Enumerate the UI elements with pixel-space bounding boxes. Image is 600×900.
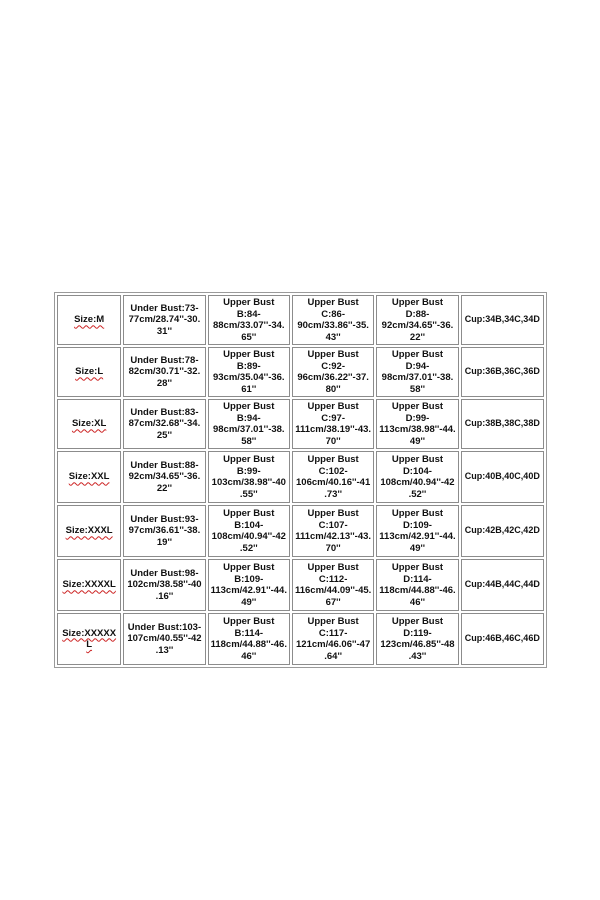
size-row-xxl bbox=[57, 451, 544, 503]
upper-bust-c-cell: Upper Bust C:102-106cm/40.16''-41.73'' bbox=[292, 451, 374, 503]
under-bust-cell: Under Bust:98-102cm/38.58''-40.16'' bbox=[123, 559, 205, 611]
size-label: Size:XXL bbox=[57, 451, 121, 503]
under-bust-cell: Under Bust:78-82cm/30.71''-32.28'' bbox=[123, 347, 205, 397]
upper-bust-d-cell: Upper Bust D:94-98cm/37.01''-38.58'' bbox=[376, 347, 458, 397]
under-bust-cell: Under Bust:93-97cm/36.61''-38.19'' bbox=[123, 505, 205, 557]
upper-bust-c-cell: Upper Bust C:107-111cm/42.13''-43.70'' bbox=[292, 505, 374, 557]
size-label: Size:XL bbox=[57, 399, 121, 449]
upper-bust-d-cell: Upper Bust D:104-108cm/40.94''-42.52'' bbox=[376, 451, 458, 503]
cup-cell: Cup:42B,42C,42D bbox=[461, 505, 544, 557]
size-label: Size:XXXXXL bbox=[57, 613, 121, 665]
cup-cell: Cup:46B,46C,46D bbox=[461, 613, 544, 665]
upper-bust-b-cell: Upper Bust B:104-108cm/40.94''-42.52'' bbox=[208, 505, 290, 557]
upper-bust-b-cell: Upper Bust B:114-118cm/44.88''-46.46'' bbox=[208, 613, 290, 665]
upper-bust-c-cell: Upper Bust C:92-96cm/36.22''-37.80'' bbox=[292, 347, 374, 397]
upper-bust-d-cell: Upper Bust D:99-113cm/38.98''-44.49'' bbox=[376, 399, 458, 449]
upper-bust-d-cell: Upper Bust D:114-118cm/44.88''-46.46'' bbox=[376, 559, 458, 611]
size-row-xxxxxl bbox=[57, 613, 544, 665]
size-label: Size:L bbox=[57, 347, 121, 397]
cup-cell: Cup:44B,44C,44D bbox=[461, 559, 544, 611]
size-row-xxxxl bbox=[57, 559, 544, 611]
upper-bust-b-cell: Upper Bust B:94-98cm/37.01''-38.58'' bbox=[208, 399, 290, 449]
size-label: Size:XXXL bbox=[57, 505, 121, 557]
upper-bust-b-cell: Upper Bust B:109-113cm/42.91''-44.49'' bbox=[208, 559, 290, 611]
under-bust-cell: Under Bust:73-77cm/28.74''-30.31'' bbox=[123, 295, 205, 345]
upper-bust-b-cell: Upper Bust B:99-103cm/38.98''-40.55'' bbox=[208, 451, 290, 503]
upper-bust-c-cell: Upper Bust C:97-111cm/38.19''-43.70'' bbox=[292, 399, 374, 449]
upper-bust-d-cell: Upper Bust D:88-92cm/34.65''-36.22'' bbox=[376, 295, 458, 345]
size-label: Size:M bbox=[57, 295, 121, 345]
size-row-xxxl bbox=[57, 505, 544, 557]
size-row-m bbox=[57, 295, 544, 345]
cup-cell: Cup:38B,38C,38D bbox=[461, 399, 544, 449]
cup-cell: Cup:36B,36C,36D bbox=[461, 347, 544, 397]
size-label: Size:XXXXL bbox=[57, 559, 121, 611]
under-bust-cell: Under Bust:83-87cm/32.68''-34.25'' bbox=[123, 399, 205, 449]
cup-cell: Cup:34B,34C,34D bbox=[461, 295, 544, 345]
cup-cell: Cup:40B,40C,40D bbox=[461, 451, 544, 503]
under-bust-cell: Under Bust:103-107cm/40.55''-42.13'' bbox=[123, 613, 205, 665]
size-row-l bbox=[57, 347, 544, 397]
size-chart-table bbox=[54, 292, 547, 668]
upper-bust-c-cell: Upper Bust C:86-90cm/33.86''-35.43'' bbox=[292, 295, 374, 345]
upper-bust-b-cell: Upper Bust B:84-88cm/33.07''-34.65'' bbox=[208, 295, 290, 345]
under-bust-cell: Under Bust:88-92cm/34.65''-36.22'' bbox=[123, 451, 205, 503]
upper-bust-c-cell: Upper Bust C:112-116cm/44.09''-45.67'' bbox=[292, 559, 374, 611]
upper-bust-d-cell: Upper Bust D:109-113cm/42.91''-44.49'' bbox=[376, 505, 458, 557]
upper-bust-b-cell: Upper Bust B:89-93cm/35.04''-36.61'' bbox=[208, 347, 290, 397]
upper-bust-c-cell: Upper Bust C:117-121cm/46.06''-47.64'' bbox=[292, 613, 374, 665]
upper-bust-d-cell: Upper Bust D:119-123cm/46.85''-48.43'' bbox=[376, 613, 458, 665]
size-row-xl bbox=[57, 399, 544, 449]
